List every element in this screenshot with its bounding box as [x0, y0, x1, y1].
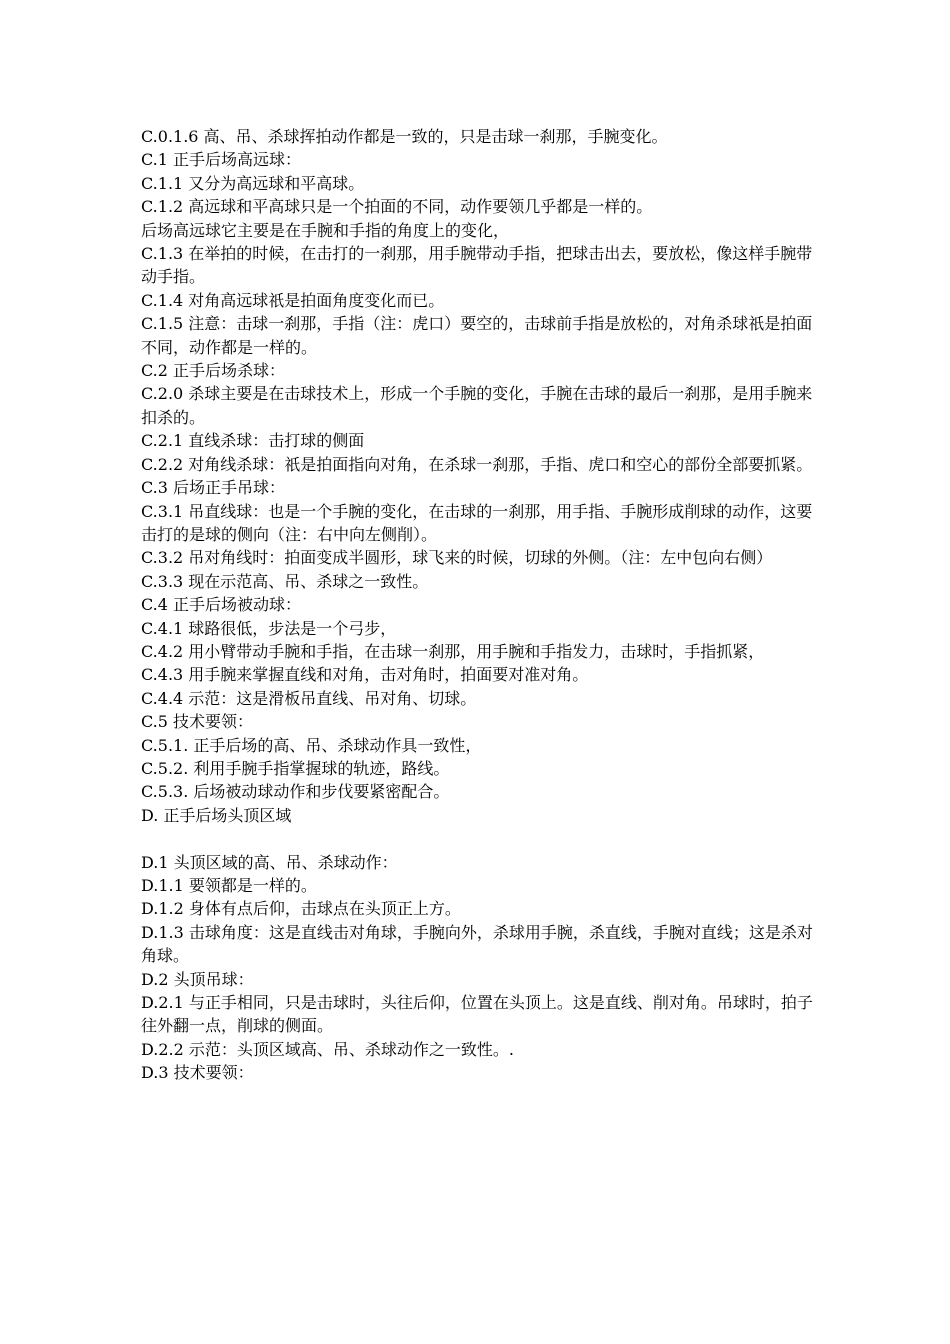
section-heading: C.2 正手后场杀球：	[141, 361, 286, 381]
section-heading: D.3 技术要领：	[141, 1063, 254, 1083]
paragraph: 后场高远球它主要是在手腕和手指的角度上的变化，	[141, 220, 510, 240]
section-heading: D.2 头顶吊球：	[141, 969, 254, 989]
paragraph: C.5.1. 正手后场的高、吊、杀球动作具一致性，	[141, 735, 482, 755]
paragraph: D.2.2 示范：头顶区域高、吊、杀球动作之一致性。.	[141, 1039, 514, 1059]
paragraph: C.1.2 高远球和平高球只是一个拍面的不同，动作要领几乎都是一样的。	[141, 197, 653, 217]
document-body	[141, 125, 813, 1085]
paragraph: C.3.1 吊直线球：也是一个手腕的变化，在击球的一刹那，用手指、手腕形成削球的动作，这要击打的是球的侧向（注：右中向左侧削）。	[141, 501, 813, 544]
paragraph: C.1.5 注意：击球一刹那，手指（注：虎口）要空的，击球前手指是放松的，对角杀球祇是拍面不同，动作都是一样的。	[141, 314, 813, 357]
paragraph: D.1.3 击球角度：这是直线击对角球，手腕向外，杀球用手腕，杀直线，手腕对直线；这是杀对角球。	[141, 922, 813, 966]
paragraph: C.2.1 直线杀球：击打球的侧面	[141, 431, 365, 451]
section-heading: C.5 技术要领：	[141, 712, 254, 732]
paragraph: C.0.1.6 高、吊、杀球挥拍动作都是一致的，只是击球一刹那，手腕变化。	[141, 127, 668, 146]
chapter-heading: D. 正手后场头顶区域	[141, 805, 292, 825]
section-heading: C.3 后场正手吊球：	[141, 478, 286, 498]
paragraph: D.1.2 身体有点后仰，击球点在头顶正上方。	[141, 899, 461, 919]
section-heading: C.4 正手后场被动球：	[141, 595, 302, 615]
section-heading: C.1 正手后场高远球：	[141, 150, 302, 170]
paragraph: C.1.1 又分为高远球和平高球。	[141, 173, 365, 193]
blank-line	[141, 827, 813, 850]
paragraph: C.4.1 球路很低，步法是一个弓步，	[141, 618, 397, 638]
paragraph: D.2.1 与正手相同，只是击球时，头往后仰，位置在头顶上。这是直线、削对角。吊球时，拍子往外翻一点，削球的侧面。	[141, 993, 813, 1036]
paragraph: C.4.3 用手腕来掌握直线和对角，击对角时，拍面要对准对角。	[141, 665, 589, 685]
paragraph: C.5.3. 后场被动球动作和步伐要紧密配合。	[141, 782, 450, 802]
paragraph: C.5.2. 利用手腕手指掌握球的轨迹，路线。	[141, 758, 450, 778]
section-heading: D.1 头顶区域的高、吊、杀球动作：	[141, 852, 398, 872]
paragraph: C.4.4 示范：这是滑板吊直线、吊对角、切球。	[141, 688, 477, 708]
paragraph: C.4.2 用小臂带动手腕和手指，在击球一刹那，用手腕和手指发力，击球时，手指抓紧，	[141, 641, 765, 661]
paragraph: C.2.0 杀球主要是在击球技术上，形成一个手腕的变化，手腕在击球的最后一刹那，是用手腕来扣杀的。	[141, 384, 813, 427]
paragraph: C.2.2 对角线杀球：祇是拍面指向对角，在杀球一刹那，手指、虎口和空心的部份全部要抓紧。	[141, 454, 813, 474]
section-part2	[141, 851, 813, 1085]
paragraph: C.1.4 对角高远球祇是拍面角度变化而已。	[141, 290, 445, 310]
paragraph: C.3.3 现在示范高、吊、杀球之一致性。	[141, 571, 429, 591]
paragraph: C.1.3 在举拍的时候，在击打的一刹那，用手腕带动手指，把球击出去，要放松，像这样手腕带动手指。	[141, 244, 813, 287]
paragraph: D.1.1 要领都是一样的。	[141, 875, 317, 895]
paragraph: C.3.2 吊对角线时：拍面变成半圆形，球飞来的时候，切球的外侧。（注：左中包向右侧）	[141, 548, 773, 568]
section-part1	[141, 125, 813, 827]
